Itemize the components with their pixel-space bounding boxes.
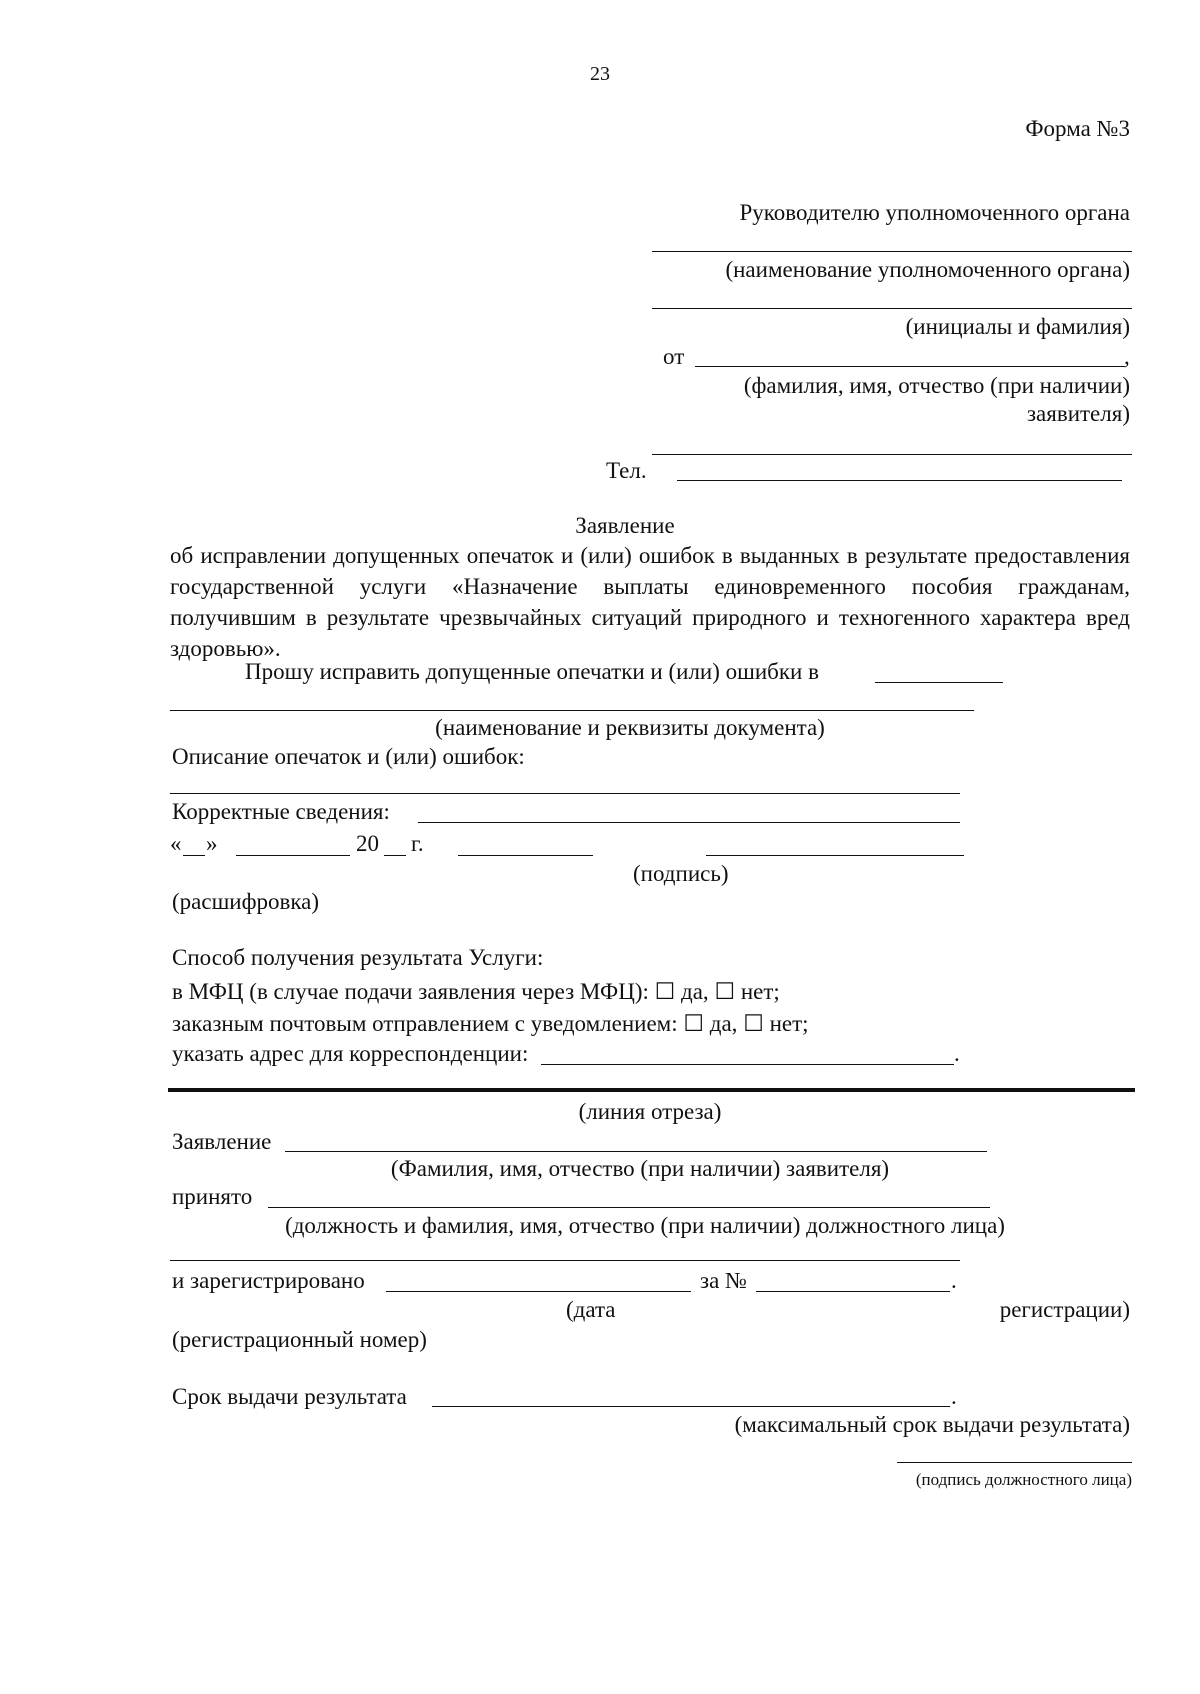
mfc-no-checkbox[interactable]: ☐: [714, 979, 736, 1004]
date-open-quote: «: [170, 831, 182, 856]
addressee-title: Руководителю уполномоченного органа: [739, 200, 1130, 225]
head-initials-field[interactable]: [652, 308, 1132, 309]
errors-label: Описание опечаток и (или) ошибок:: [172, 744, 525, 769]
registration-number-field[interactable]: [756, 1291, 950, 1292]
deadline-label: Срок выдачи результата: [172, 1384, 407, 1409]
initials-caption: (инициалы и фамилия): [905, 314, 1130, 339]
document-field[interactable]: [170, 710, 974, 711]
date-caption: (дата: [566, 1297, 616, 1322]
mfc-yes-label: да,: [681, 979, 709, 1004]
post-yes-checkbox[interactable]: ☐: [683, 1011, 705, 1036]
receipt-applicant-caption: (Фамилия, имя, отчество (при наличии) заявителя): [390, 1156, 890, 1181]
signature-field[interactable]: [458, 855, 593, 856]
method-mfc-label: в МФЦ (в случае подачи заявления через МФЦ):: [172, 979, 649, 1004]
date-day-field[interactable]: [183, 855, 205, 856]
signature-caption: (подпись): [633, 861, 729, 886]
registration-caption: регистрации): [999, 1297, 1130, 1322]
accepted-official-field[interactable]: [268, 1207, 990, 1208]
errors-field[interactable]: [170, 793, 960, 794]
correct-field[interactable]: [418, 822, 960, 823]
date-close-quote: »: [206, 831, 218, 856]
applicant-caption: (фамилия, имя, отчество (при наличии): [743, 373, 1130, 398]
official-signature-field[interactable]: [897, 1462, 1132, 1463]
deadline-period: .: [951, 1384, 957, 1409]
cut-line: [168, 1088, 1135, 1092]
cut-line-caption: (линия отреза): [578, 1099, 722, 1124]
phone-label: Тел.: [606, 458, 647, 483]
accepted-label: принято: [172, 1184, 253, 1209]
method-mfc-row: [172, 978, 780, 1006]
receipt-application-label: Заявление: [172, 1129, 272, 1154]
number-label: за №: [700, 1268, 747, 1293]
mfc-no-label: нет;: [740, 979, 780, 1004]
correct-label: Корректные сведения:: [172, 799, 390, 824]
receipt-applicant-field[interactable]: [285, 1151, 987, 1152]
body-paragraph: об исправлении допущенных опечаток и (или) ошибок в выданных в результате предоставления государственной услуги «Назначение выплаты единовременного пособия гражданам, получившим в результате чрезвычайных ситуаций природного и техногенного характера вред здоровью».: [170, 543, 1130, 661]
registration-date-field[interactable]: [386, 1291, 691, 1292]
deadline-field[interactable]: [432, 1406, 950, 1407]
year-prefix: 20: [356, 831, 379, 856]
date-month-field[interactable]: [236, 855, 350, 856]
year-suffix: г.: [411, 831, 424, 856]
org-name-field[interactable]: [652, 251, 1132, 252]
post-no-label: нет;: [769, 1011, 809, 1036]
applicant-extra-field[interactable]: [652, 454, 1132, 455]
method-post-row: [172, 1010, 809, 1038]
decoding-field[interactable]: [706, 855, 964, 856]
request-line: Прошу исправить допущенные опечатки и (или) ошибки в: [245, 659, 819, 684]
deadline-caption: (максимальный срок выдачи результата): [734, 1412, 1130, 1437]
official-signature-caption: (подпись должностного лица): [915, 1470, 1132, 1489]
address-label: указать адрес для корреспонденции:: [172, 1041, 529, 1066]
applicant-caption-2: заявителя): [1026, 401, 1130, 426]
registered-label: и зарегистрировано: [172, 1268, 365, 1293]
document-caption: (наименование и реквизиты документа): [435, 715, 825, 740]
applicant-name-field[interactable]: [695, 366, 1125, 367]
official-extra-field[interactable]: [170, 1260, 960, 1261]
reg-number-caption: (регистрационный номер): [172, 1327, 427, 1352]
from-label: от: [663, 344, 685, 369]
address-field[interactable]: [541, 1064, 954, 1065]
mfc-yes-checkbox[interactable]: ☐: [654, 979, 676, 1004]
method-title: Способ получения результата Услуги:: [172, 945, 544, 970]
comma: ,: [1124, 344, 1130, 369]
registered-period: .: [951, 1268, 957, 1293]
decoding-caption: (расшифровка): [172, 889, 320, 914]
official-caption: (должность и фамилия, имя, отчество (при наличии) должностного лица): [285, 1213, 1005, 1238]
document-short-field[interactable]: [875, 682, 1003, 683]
page-number: 23: [590, 63, 610, 85]
method-post-label: заказным почтовым отправлением с уведомлением:: [172, 1011, 678, 1036]
address-period: .: [954, 1041, 960, 1066]
org-name-caption: (наименование уполномоченного органа): [725, 257, 1130, 282]
form-label: Форма №3: [1025, 116, 1130, 141]
phone-field[interactable]: [677, 480, 1122, 481]
post-no-checkbox[interactable]: ☐: [743, 1011, 764, 1036]
document-title: Заявление: [575, 513, 675, 538]
date-year-field[interactable]: [384, 855, 406, 856]
post-yes-label: да,: [709, 1011, 738, 1036]
